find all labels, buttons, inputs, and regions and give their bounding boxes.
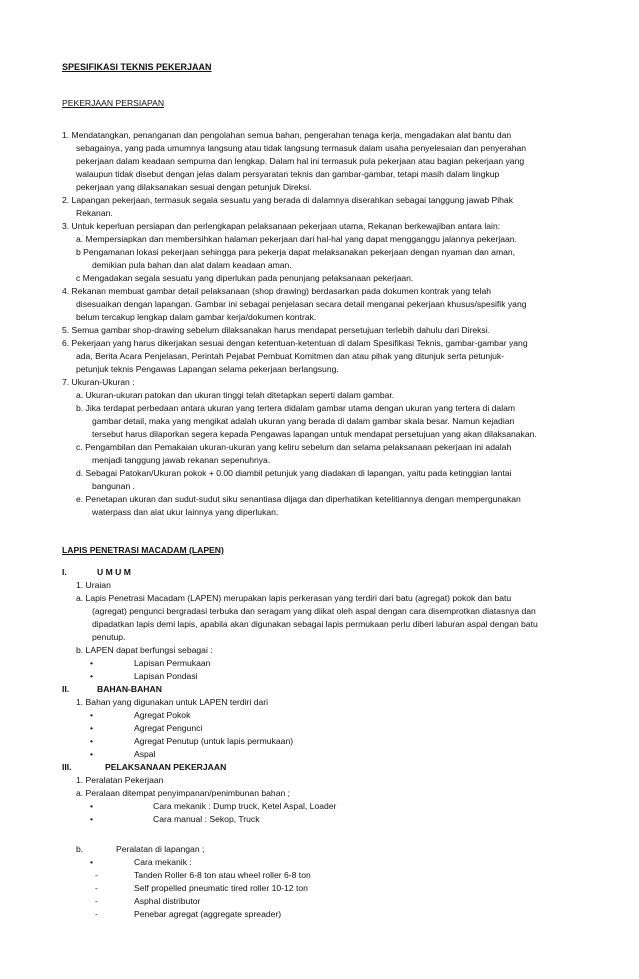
text-line: a. Lapis Penetrasi Macadam (LAPEN) merupakan lapis perkerasan yang terdiri dari batu (agregat) pokok dan batu [76, 593, 512, 603]
dash: - [95, 909, 98, 919]
text-line: c Mengadakan segala sesuatu yang diperlukan pada penunjang pelaksanaan pekerjaan. [76, 273, 414, 283]
text-line: petunjuk teknis Pengawas Lapangan selama pekerjaan berlangsung. [76, 364, 339, 374]
section-title-persiapan: PEKERJAAN PERSIAPAN [62, 98, 165, 108]
bullet: • [90, 749, 94, 759]
list-item: Cara mekanik : [134, 857, 192, 867]
text-line: a. Peralaan ditempat penyimpanan/penimbunan bahan ; [76, 788, 291, 798]
text-line: demikian pula bahan dan alat dalam keadaan aman. [92, 260, 292, 270]
text-line: menjadi tanggung jawab rekanan sepenuhnya. [92, 455, 271, 465]
text-line: 4. Rekanan membuat gambar detail pelaksanaan (shop drawing) berdasarkan pada dokumen kontrak yang telah [62, 286, 491, 296]
bullet: • [90, 736, 94, 746]
text-line: a. Ukuran-ukuran patokan dan ukuran tinggi telah ditetapkan seperti dalam gambar. [76, 390, 395, 400]
text-line: gambar detail, maka yang mengikat adalah ukuran yang berada di dalam gambar skala besar. Namun kejadian [92, 416, 515, 426]
text-line: d. Sebagai Patokan/Ukuran pokok + 0.00 diambil petunjuk yang diadakan di lapangan, yaitu pada ketinggian lantai [76, 468, 512, 478]
bullet: • [90, 801, 94, 811]
roman-numeral: II. [62, 684, 70, 694]
text-line: waterpass dan alat ukur lainnya yang diperlukan. [92, 507, 279, 517]
text-line: dipadatkan lapis demi lapis, apabila akan digunakan sebagai lapis permukaan perlu diberi laburan aspal dengan batu [92, 619, 538, 629]
text-line: sebagainya, yang pada umumnya langsung atau tidak langsung termasuk dalam usaha penyelesaian dan penyerahan [76, 143, 527, 153]
list-item: Self propelled pneumatic tired roller 10-12 ton [134, 883, 308, 893]
text-line: 1. Peralatan Pekerjaan [76, 775, 164, 785]
bullet: • [90, 723, 94, 733]
text-line: walaupun tidak disebut dengan jelas dalam persyaratan teknis dan gambar-gambar, tetapi masih dalam lingkup [76, 169, 500, 179]
text-line: 1. Mendatangkan, penanganan dan pengolahan semua bahan, pengerahan tenaga kerja, mengadakan alat bantu dan [62, 130, 512, 140]
text-line: c. Pengambilan dan Pemakaian ukuran-ukuran yang keliru sebelum dan selama pelaksanaan pekerjaan ini adalah [76, 442, 512, 452]
text-line: 7. Ukuran-Ukuran : [62, 377, 135, 387]
list-item: Cara mekanik : Dump truck, Ketel Aspal, Loader [153, 801, 337, 811]
list-item: Lapisan Permukaan [134, 658, 211, 668]
text-line: b. LAPEN dapat berfungsi sebagai : [76, 645, 213, 655]
text-line: b Pengamanan lokasi pekerjaan sehingga para pekerja dapat melaksanakan pekerjaan dengan nyaman dan aman, [76, 247, 516, 257]
list-item: Penebar agregat (aggregate spreader) [134, 909, 282, 919]
text-line: ada, Berita Acara Penjelasan, Perintah Pejabat Pembuat Komitmen dan atau pihak yang ditunjuk serta petunjuk- [76, 351, 505, 361]
subsection-heading: U M U M [97, 567, 131, 577]
list-item: Agregat Pengunci [134, 723, 203, 733]
text-line: belum tercakup lengkap dalam gambar kerja/dokumen kontrak. [76, 312, 317, 322]
text-line: tersebut harus dilaporkan segera kepada Pengawas lapangan untuk mendapat persetujuan yang akan dilaksanakan. [92, 429, 537, 439]
bullet: • [90, 671, 94, 681]
text-line: 3. Untuk keperluan persiapan dan perlengkapan pelaksanaan pekerjaan utama, Rekanan berkewajiban antara lain: [62, 221, 501, 231]
bullet: • [90, 814, 94, 824]
text-line: penutup. [92, 632, 126, 642]
subsection-heading: BAHAN-BAHAN [97, 684, 162, 694]
list-item: Agregat Pokok [134, 710, 191, 720]
dash: - [95, 896, 98, 906]
list-item: Lapisan Pondasi [134, 671, 198, 681]
list-item: Cara manual : Sekop, Truck [153, 814, 260, 824]
text-line: 2. Lapangan pekerjaan, termasuk segala sesuatu yang berada di dalamnya diserahkan sebagai tanggung jawab Pihak [62, 195, 514, 205]
roman-numeral: I. [62, 567, 67, 577]
list-item: Agregat Penutup (untuk lapis permukaan) [134, 736, 294, 746]
text-line: e. Penetapan ukuran dan sudut-sudut siku senantiasa dijaga dan diperhatikan ketelitiannya dengan mempergunakan [76, 494, 521, 504]
text-line: disesuaikan dengan lapangan. Gambar ini sebagai penjelasan secara detail menganai pekerjaan khusus/spesifik yang [76, 299, 527, 309]
text-line: pekerjaan yang dilaksanakan sesuai dengan petunjuk Direksi. [76, 182, 312, 192]
subsection-heading: PELAKSANAAN PEKERJAAN [105, 762, 227, 772]
bullet: • [90, 710, 94, 720]
text-line: Peralatan di lapangan ; [116, 844, 205, 854]
text-line: b. Jika terdapat perbedaan antara ukuran yang tertera didalam gambar utama dengan ukuran yang tertera di dalam [76, 403, 516, 413]
text-line: Rekanan. [76, 208, 113, 218]
list-item: Aspal [134, 749, 156, 759]
document-title: SPESIFIKASI TEKNIS PEKERJAAN [62, 62, 212, 72]
text-line: 6. Pekerjaan yang harus dikerjakan sesuai dengan ketentuan-ketentuan di dalam Spesifikasi Teknis, gambar-gambar yang [62, 338, 528, 348]
text-line: 1. Bahan yang digunakan untuk LAPEN terdiri dari [76, 697, 269, 707]
text-line: (agregat) pengunci bergradasi terbuka dan seragam yang diikat oleh aspal dengan cara disemprotkan diatasnya dan [92, 606, 536, 616]
text-line: a. Mempersiapkan dan membersihkan halaman pekerjaan dari hal-hal yang dapat mengganggu jalannya pekerjaan. [76, 234, 517, 244]
text-line: 5. Semua gambar shop-drawing sebelum dilaksanakan harus mendapat persetujuan terlebih dahulu dari Direksi. [62, 325, 491, 335]
section-title-lapen: LAPIS PENETRASI MACADAM (LAPEN) [62, 545, 224, 555]
bullet: • [90, 857, 94, 867]
roman-numeral: III. [62, 762, 72, 772]
dash: - [95, 883, 98, 893]
text-line: 1. Uraian [76, 580, 111, 590]
text-line: pekerjaan dalam keadaan sempurna dan lengkap. Dalam hal ini termasuk pula pekerjaan atau bagian pekerjaan yang [76, 156, 525, 166]
list-marker: b. [76, 844, 84, 854]
dash: - [95, 870, 98, 880]
list-item: Asphal distributor [134, 896, 201, 906]
list-item: Tanden Roller 6-8 ton atau wheel roller 6-8 ton [134, 870, 311, 880]
bullet: • [90, 658, 94, 668]
text-line: bangunan . [92, 481, 136, 491]
